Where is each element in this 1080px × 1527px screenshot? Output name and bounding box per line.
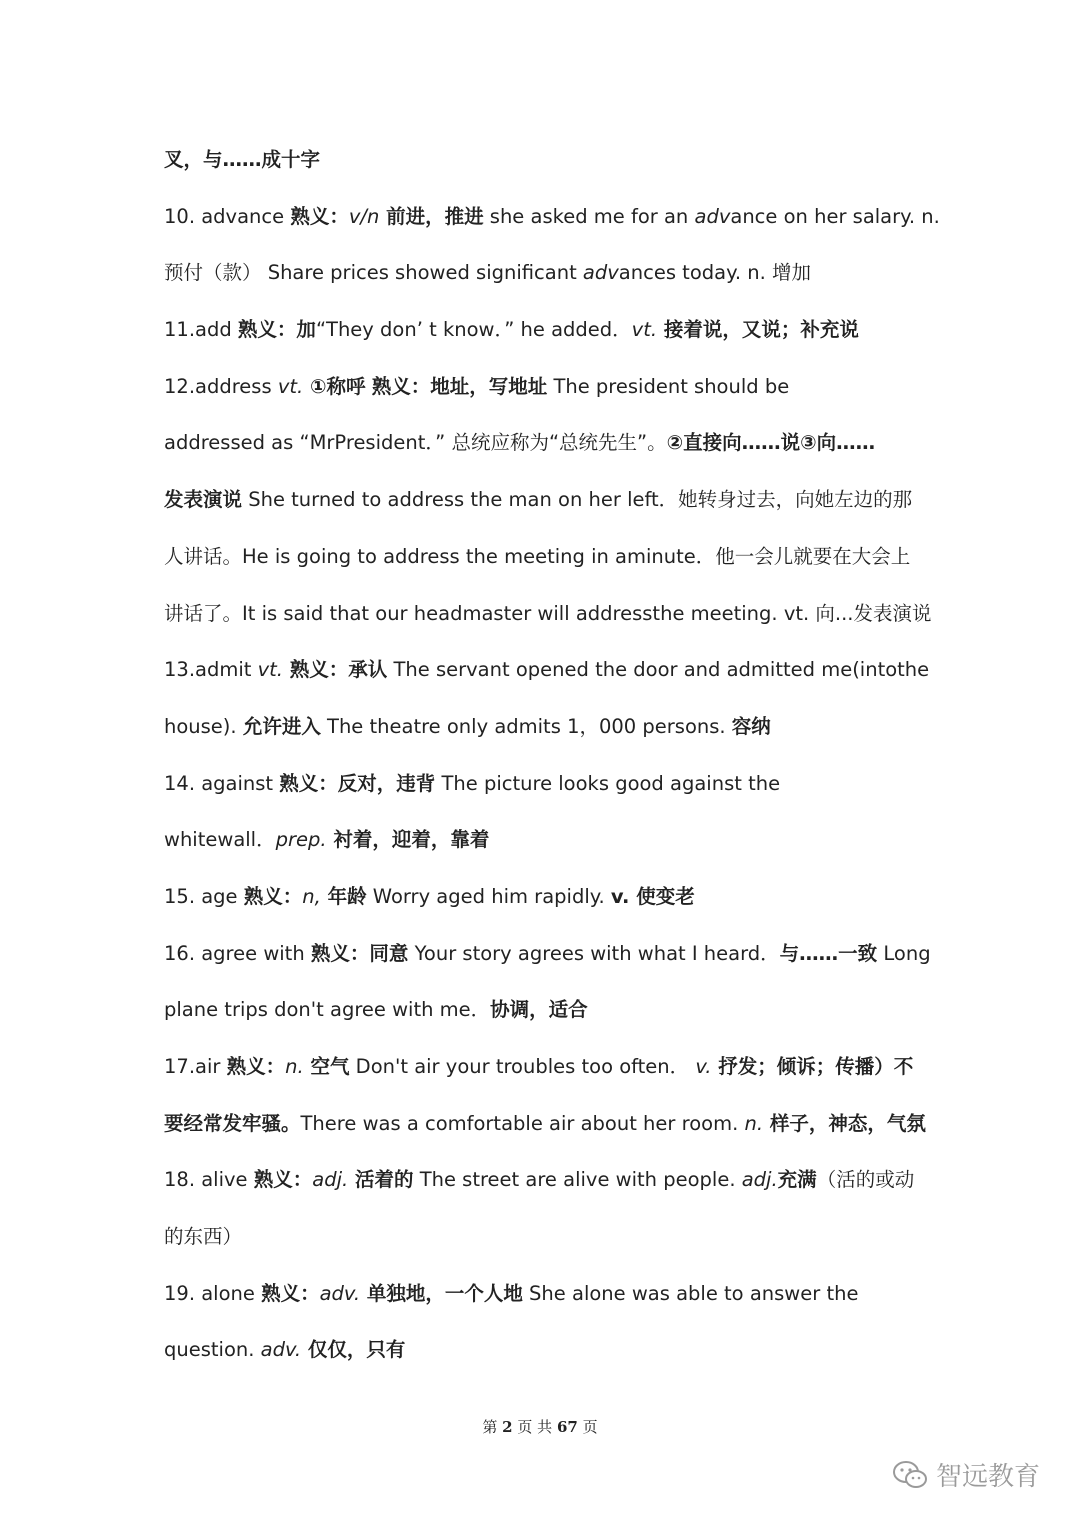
text-run: question. — [164, 1338, 261, 1362]
wechat-icon — [892, 1460, 928, 1490]
text-run: 19. alone — [164, 1281, 262, 1305]
text-run: 要经常发牢骚。 — [164, 1111, 301, 1135]
text-run: v/n — [348, 204, 380, 228]
text-run: 容纳 — [731, 714, 771, 738]
text-run: plane trips don't agree with me． — [164, 998, 491, 1022]
text-run: 叉，与……成十字 — [164, 148, 321, 171]
text-line — [164, 189, 940, 246]
text-run: 抒发；倾诉；传播）不 — [711, 1055, 914, 1078]
text-run: 熟义： — [290, 204, 349, 228]
document-body — [164, 132, 940, 1379]
text-run: 单独地，一个人地 — [360, 1281, 523, 1305]
watermark — [892, 1456, 1040, 1493]
text-run: v. — [695, 1055, 712, 1078]
text-run: 熟义：地址，写地址 — [371, 374, 548, 398]
text-run: 预付（款） Share prices showed significant — [164, 261, 583, 285]
text-run: adv — [582, 261, 619, 285]
text-run: 接着说，又说；补充说 — [657, 318, 859, 342]
text-run: 衬着，迎着，靠着 — [326, 828, 490, 852]
text-run: prep. — [275, 828, 327, 852]
text-line — [164, 1322, 924, 1379]
text-run: 熟义：承认 — [283, 658, 388, 682]
text-line — [164, 245, 924, 302]
text-line — [164, 642, 930, 699]
text-run: The street are alive with people. — [413, 1168, 742, 1192]
text-run: n. — [744, 1111, 764, 1135]
text-run: house). — [164, 714, 243, 738]
text-line — [164, 415, 924, 472]
text-run: There was a comfortable air about her room. — [300, 1111, 745, 1135]
text-line — [164, 529, 924, 586]
text-run: 样子，神态，气氛 — [763, 1111, 926, 1135]
text-run: 14. against — [164, 771, 280, 795]
text-run: 熟义： — [253, 1168, 313, 1192]
text-run: vt. — [257, 658, 283, 682]
footer-middle: 页 共 — [517, 1418, 553, 1436]
text-line — [164, 1152, 924, 1209]
text-run: whitewall． — [164, 828, 276, 852]
total-page-count: 67 — [556, 1418, 578, 1436]
text-run: 讲话了。It is said that our headmaster will addressthe meeting. vt. 向...发表演说 — [164, 601, 932, 625]
current-page-number: 2 — [502, 1418, 513, 1436]
text-run: Worry aged him rapidly. — [366, 884, 611, 908]
footer-prefix: 第 — [482, 1418, 498, 1436]
text-run: 13.admit — [164, 658, 258, 682]
text-line — [164, 699, 924, 756]
text-line — [164, 132, 924, 189]
text-line — [164, 359, 924, 416]
text-run: 的东西） — [164, 1225, 243, 1249]
text-line — [164, 1266, 924, 1323]
text-line — [164, 586, 932, 643]
text-run: Your story agrees with what I heard． — [408, 941, 780, 965]
text-run: 与……一致 — [779, 941, 878, 965]
text-run: 熟义： — [261, 1281, 320, 1305]
text-run: 12.address — [164, 374, 278, 398]
watermark-text: 智远教育 — [936, 1462, 1041, 1492]
text-line — [164, 926, 931, 983]
text-run: The president should be — [547, 374, 790, 398]
text-line — [164, 756, 924, 813]
text-line — [164, 302, 924, 359]
text-run: adv. — [260, 1338, 302, 1362]
text-run: 协调，适合 — [490, 998, 588, 1022]
text-run: 11.add — [164, 318, 238, 342]
text-run: addressed as “MrPresident．” 总统应称为“总统先生”。 — [164, 431, 667, 455]
footer-suffix: 页 — [582, 1418, 598, 1436]
text-run: 发表演说 — [164, 488, 243, 512]
text-run: 熟义：同意 — [310, 941, 409, 965]
text-run: ②直接向……说③向…… — [666, 431, 876, 455]
text-run: 10. advance — [164, 204, 291, 228]
text-run: 16. agree with — [164, 941, 311, 965]
text-line — [164, 1039, 924, 1096]
text-run: n, — [302, 884, 321, 908]
text-run: ances today. n. 增加 — [618, 261, 811, 285]
text-line — [164, 812, 924, 869]
text-run: ance on her salary. n. — [730, 204, 940, 228]
text-run: adj. — [741, 1168, 778, 1192]
text-run: The servant opened the door and admitted me(intothe — [387, 658, 930, 682]
text-run: She turned to address the man on her left．她转身过去，向她左边的那 — [242, 488, 913, 512]
text-run: v. 使变老 — [610, 884, 695, 908]
text-run: vt. — [631, 318, 658, 342]
text-run: Don't air your troubles too often． — [349, 1055, 696, 1078]
text-line — [164, 982, 924, 1039]
text-run: The theatre only admits 1，000 persons. — [320, 714, 732, 738]
text-run: 熟义：反对，违背 — [279, 771, 436, 795]
text-run: 充满 — [777, 1168, 817, 1192]
text-run: 前进，推进 — [379, 204, 484, 228]
text-run: she asked me for an — [483, 204, 695, 228]
text-run: 仅仅，只有 — [301, 1338, 406, 1362]
text-run: 年龄 — [320, 884, 367, 908]
text-run: She alone was able to answer the — [522, 1281, 859, 1305]
text-line — [164, 869, 924, 926]
text-run: 15. age — [164, 884, 244, 908]
text-run: 人讲话。He is going to address the meeting in aminute．他一会儿就要在大会上 — [164, 544, 911, 568]
text-run: 熟义：加 — [237, 318, 316, 342]
text-run: 活着的 — [348, 1168, 414, 1192]
text-line — [164, 1096, 924, 1153]
text-run: 允许进入 — [242, 714, 321, 738]
text-run: 熟义： — [243, 884, 303, 908]
text-run: 熟义： — [226, 1055, 286, 1078]
page-footer — [0, 1416, 1080, 1437]
text-run: “They don’ t know．” he added． — [315, 318, 632, 342]
text-line — [164, 472, 924, 529]
text-run: Long — [877, 941, 931, 965]
text-run: adv — [694, 204, 731, 228]
text-run: 17.air — [164, 1055, 227, 1078]
text-run: adv. — [319, 1281, 361, 1305]
text-line — [164, 1209, 924, 1266]
text-run: ①称呼 — [303, 374, 366, 398]
text-run: The picture looks good against the — [435, 771, 781, 795]
text-run: n. — [285, 1055, 304, 1078]
text-run: vt. — [277, 374, 304, 398]
text-run: （活的或动 — [816, 1168, 915, 1192]
text-run: adj. — [312, 1168, 349, 1192]
text-run: 18. alive — [164, 1168, 254, 1192]
text-run: 空气 — [303, 1055, 350, 1078]
